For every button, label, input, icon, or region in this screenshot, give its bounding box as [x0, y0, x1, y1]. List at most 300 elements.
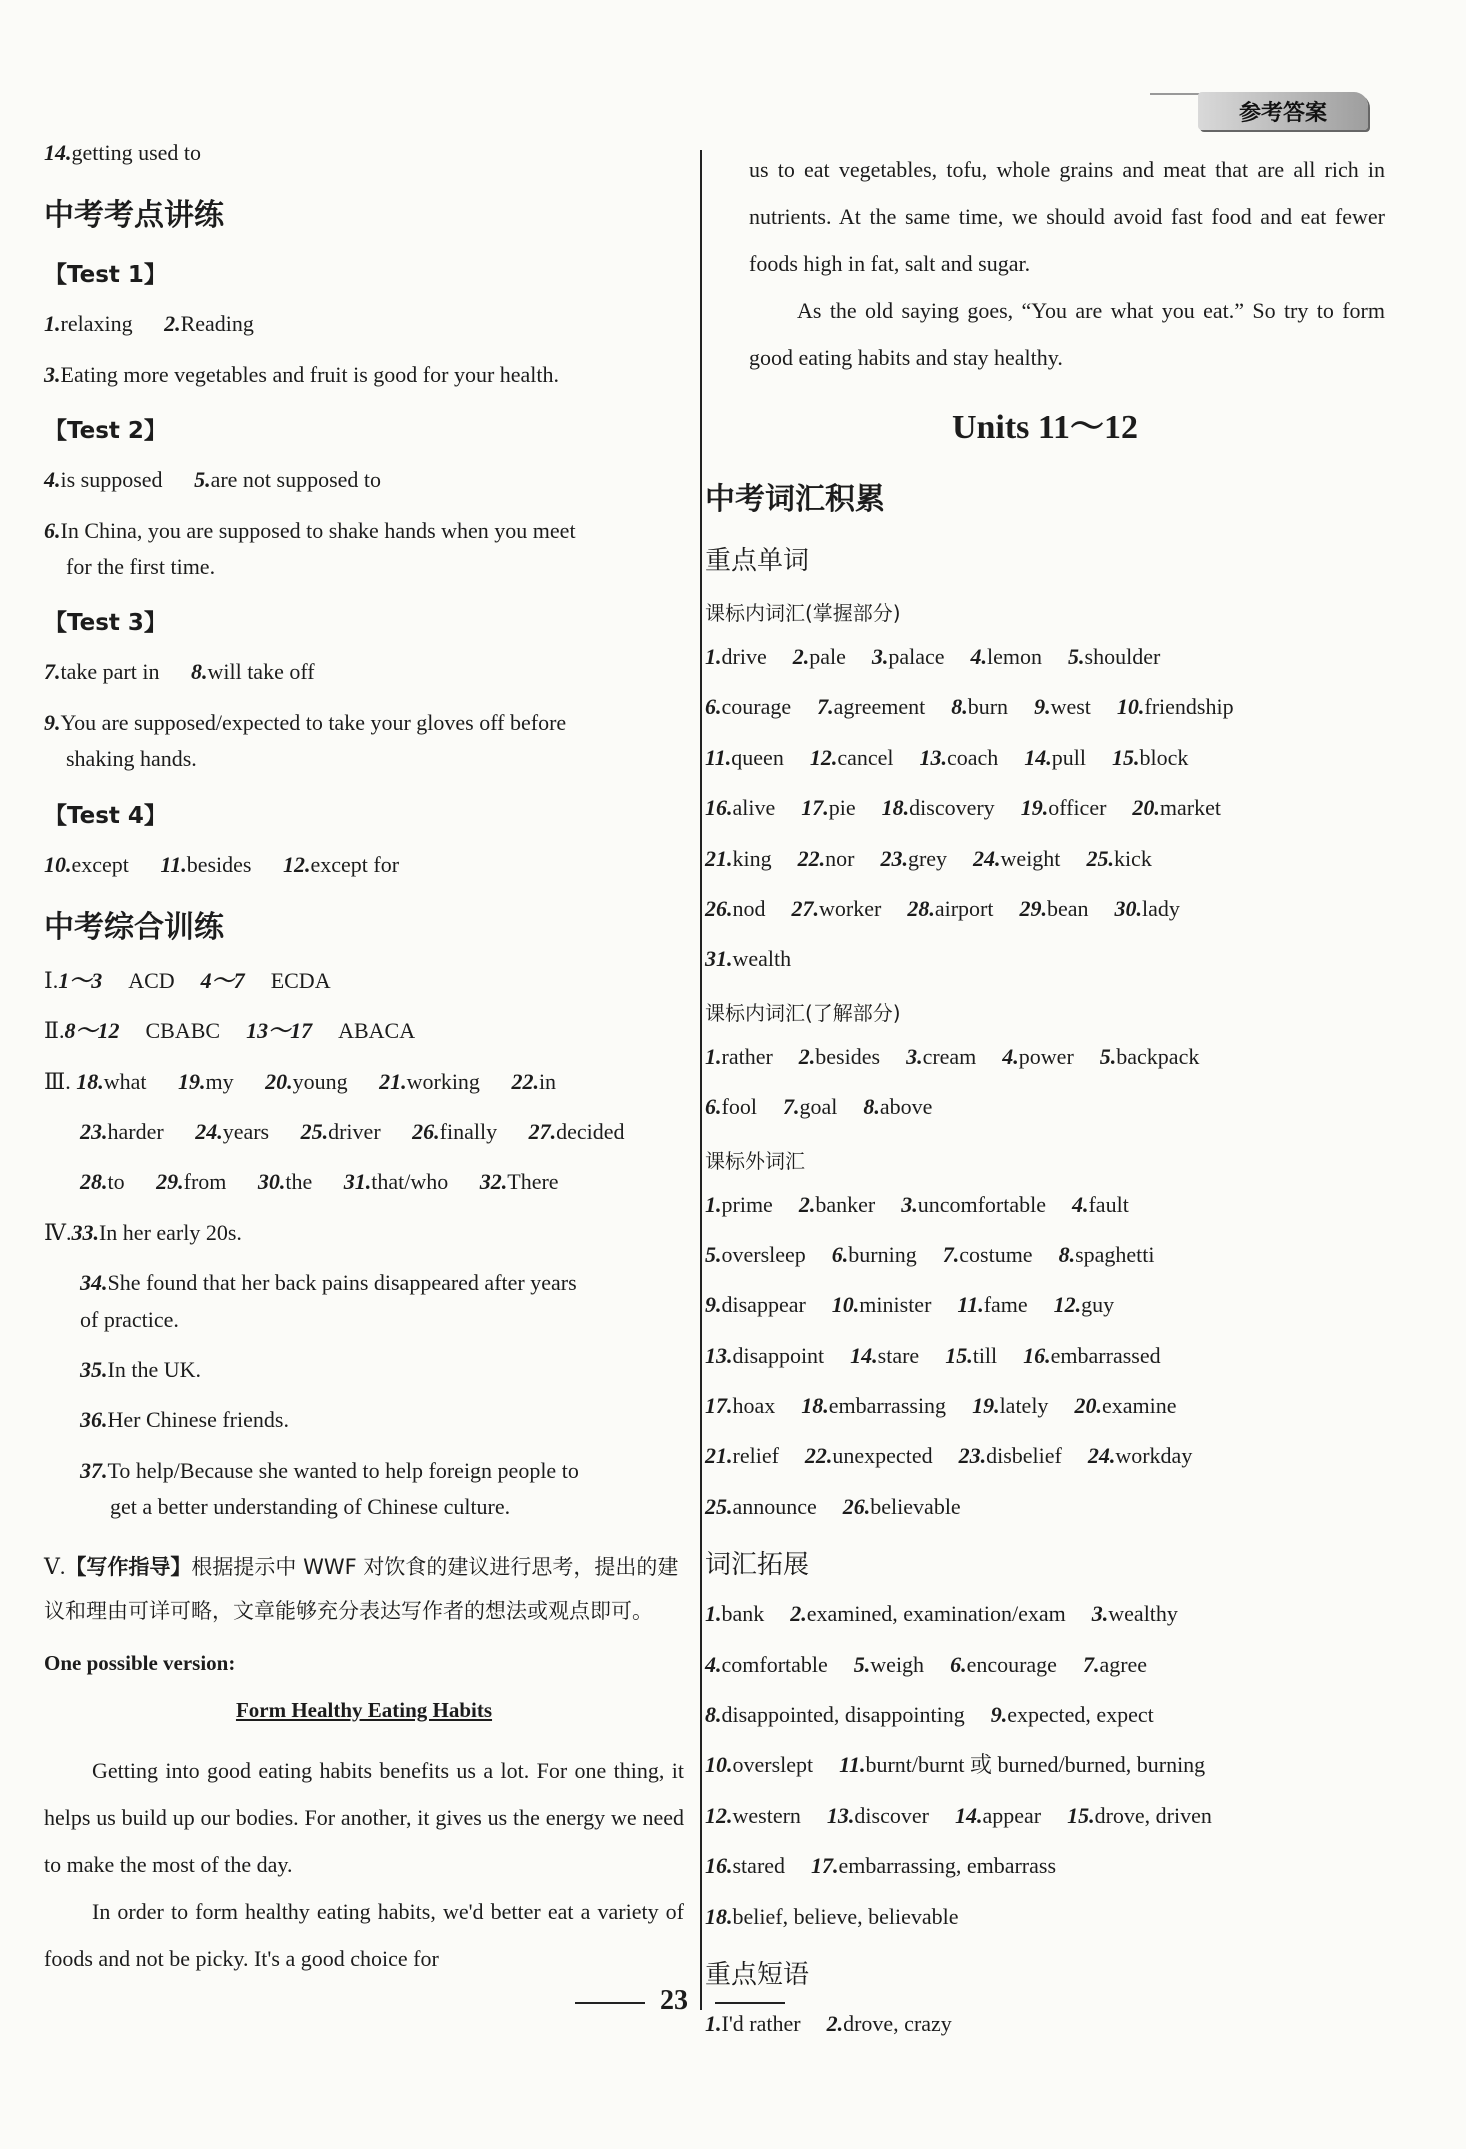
answer-line: for the first time.: [66, 553, 216, 579]
right-column: [705, 146, 1385, 2061]
vocab-item: [798, 846, 855, 871]
vocab-item: [1086, 846, 1151, 871]
vocab-item: [810, 745, 894, 770]
vocab-item: [882, 795, 995, 820]
vocab-text: agreement: [833, 694, 926, 720]
vocab-number: 2.: [790, 1601, 807, 1627]
vocab-item: [705, 1601, 764, 1626]
vocab-row: [705, 694, 1385, 720]
vocab-number: 20.: [1132, 795, 1160, 821]
vocab-number: 28.: [907, 895, 935, 921]
vocab-number: 11.: [839, 1752, 866, 1778]
vocab-item: [991, 1702, 1154, 1727]
vocab-item: [1023, 1343, 1160, 1368]
vocab-text: examined, examination/exam: [806, 1601, 1066, 1627]
vocab-number: 1.: [705, 1601, 722, 1627]
vocab-item: [850, 1343, 919, 1368]
vocab-row: [705, 745, 1385, 771]
vocab-item: [1068, 644, 1160, 669]
vocab-item: [832, 1292, 932, 1317]
vocab-number: 8.: [863, 1094, 880, 1120]
vocab-text: power: [1018, 1043, 1074, 1069]
vocab-row: [705, 1752, 1385, 1778]
vocab-number: 7.: [942, 1241, 960, 1267]
vocab-number: 22.: [804, 1443, 833, 1469]
vocab-text: block: [1139, 744, 1189, 770]
vocab-item: [854, 1652, 924, 1677]
vocab-number: 5.: [1099, 1043, 1117, 1069]
units-title: Units 11～12: [951, 409, 1139, 446]
vocab-number: 4.: [1071, 1191, 1089, 1217]
vocab-item: [906, 1044, 976, 1069]
vocab-text: nor: [825, 845, 855, 871]
vocab-number: 27.: [791, 895, 819, 921]
vocab-number: 30.: [1114, 895, 1142, 921]
vocab-number: 24.: [1087, 1443, 1116, 1469]
vocab-item: [1088, 1443, 1192, 1468]
vocab-item: [705, 644, 767, 669]
vocab-row: [705, 1242, 1385, 1268]
vocab-text: belief, believe, believable: [732, 1903, 959, 1929]
vocab-number: 10.: [831, 1292, 860, 1318]
vocab-item: [907, 896, 993, 921]
answer-line: 3.Eating more vegetables and fruit is good for your health.: [44, 361, 560, 387]
header-badge: 参考答案: [1198, 92, 1368, 130]
page-number-rule: [715, 2002, 785, 2004]
outside-label: 课标外词汇: [705, 1148, 805, 1173]
vocab-item: [972, 1393, 1048, 1418]
vocab-text: nod: [732, 895, 766, 921]
vocab-item: [705, 694, 791, 719]
vocab-item: [1072, 1192, 1129, 1217]
vocab-text: king: [732, 845, 772, 871]
vocab-number: 7.: [782, 1094, 800, 1120]
vocab-text: I'd rather: [721, 2010, 801, 2036]
vocab-number: 20.: [1074, 1393, 1102, 1419]
vocab-text: weight: [1000, 845, 1061, 871]
vocab-number: 5.: [705, 1241, 722, 1267]
answer-line: 1.relaxing 2.Reading: [44, 311, 254, 337]
vocab-row: [705, 1853, 1385, 1879]
answer-line: get a better understanding of Chinese culture.: [110, 1494, 511, 1520]
vocab-text: appear: [982, 1802, 1042, 1828]
vocab-text: alive: [732, 795, 776, 821]
test-label: 【Test 4】: [44, 802, 167, 829]
vocab-text: fault: [1088, 1191, 1129, 1217]
vocab-number: 25.: [705, 1493, 733, 1519]
vocab-number: 5.: [1068, 644, 1085, 669]
answer-line: 14.getting used to: [44, 140, 202, 165]
vocab-number: 23.: [958, 1443, 987, 1469]
vocab-number: 18.: [801, 1393, 829, 1419]
subheading-words: 重点单词: [705, 546, 810, 576]
vocab-number: 2.: [798, 1043, 816, 1069]
vocab-item: [801, 795, 855, 820]
vocab-item: [827, 1803, 929, 1828]
test-label: 【Test 3】: [44, 610, 167, 637]
vocab-number: 18.: [705, 1903, 733, 1929]
vocab-item: [705, 1904, 959, 1929]
vocab-text: uncomfortable: [917, 1191, 1046, 1217]
vocab-item: [1132, 795, 1221, 820]
vocab-number: 1.: [705, 1043, 722, 1069]
vocab-item: [827, 2011, 952, 2036]
vocab-number: 22.: [797, 845, 826, 871]
vocab-text: disappointed, disappointing: [721, 1702, 965, 1728]
answer-line: 9.You are supposed/expected to take your gloves off before: [44, 709, 567, 735]
vocab-text: friendship: [1144, 694, 1234, 720]
vocab-item: [805, 1443, 933, 1468]
vocab-number: 2.: [792, 644, 810, 669]
vocab-number: 15.: [1112, 744, 1140, 770]
writing-guide: Ⅴ.【写作指导】根据提示中 WWF 对饮食的建议进行思考，提出的建议和理由可详可略，文章能够充分表达写作者的想法或观点即可。: [44, 1553, 679, 1623]
test-label: 【Test 2】: [44, 418, 167, 445]
vocab-number: 4.: [1002, 1043, 1019, 1069]
vocab-item: [705, 1192, 773, 1217]
vocab-item: [1083, 1652, 1147, 1677]
mastery-list: [705, 644, 1385, 973]
vocab-item: [1034, 694, 1091, 719]
vocab-row: [705, 1443, 1385, 1469]
vocab-number: 17.: [801, 795, 829, 821]
vocab-text: kick: [1113, 845, 1152, 871]
vocab-number: 15.: [945, 1342, 973, 1368]
vocab-row: [705, 1652, 1385, 1678]
vocab-number: 7.: [817, 694, 834, 720]
vocab-item: [705, 1343, 824, 1368]
vocab-item: [790, 1601, 1066, 1626]
vocab-text: cream: [922, 1043, 977, 1069]
vocab-text: above: [879, 1094, 933, 1120]
vocab-number: 17.: [705, 1393, 733, 1419]
vocab-item: [955, 1803, 1041, 1828]
answer-line: 35.In the UK.: [80, 1357, 201, 1383]
vocab-text: besides: [815, 1043, 881, 1069]
essay-paragraph: In order to form healthy eating habits, we'd better eat a variety of foods and not be picky. It's a good choice for: [44, 1898, 684, 1971]
vocab-text: relief: [732, 1443, 779, 1469]
answer-line: 34.She found that her back pains disappeared after years: [80, 1270, 577, 1296]
vocab-number: 1.: [705, 644, 722, 669]
vocab-number: 18.: [881, 795, 910, 821]
vocab-text: weigh: [870, 1651, 925, 1677]
essay-paragraph: us to eat vegetables, tofu, whole grains and meat that are all rich in nutrients. At the same time, we should avoid fast food and eat fewer foods high in fat, salt and sugar.: [749, 157, 1385, 276]
vocab-text: discover: [854, 1802, 929, 1828]
vocab-item: [817, 694, 925, 719]
vocab-item: [1054, 1292, 1115, 1317]
vocab-number: 10.: [705, 1752, 733, 1778]
vocab-text: palace: [888, 644, 945, 669]
vocab-row: [705, 1343, 1385, 1369]
vocab-number: 12.: [1053, 1292, 1082, 1318]
essay-paragraph: As the old saying goes, “You are what you eat.” So try to form good eating habits and stay healthy.: [749, 298, 1385, 370]
vocab-item: [973, 846, 1060, 871]
vocab-text: announce: [732, 1493, 817, 1519]
answer-line: of practice.: [80, 1306, 179, 1332]
vocab-item: [705, 1393, 775, 1418]
vocab-row: [705, 1601, 1385, 1627]
vocab-number: 26.: [842, 1493, 871, 1519]
vocab-number: 21.: [705, 1443, 733, 1469]
vocab-item: [792, 896, 882, 921]
vocab-item: [705, 795, 775, 820]
section-heading-points: 中考考点讲练: [44, 198, 224, 234]
vocab-number: 1.: [705, 1191, 722, 1217]
vocab-item: [880, 846, 947, 871]
mastery-label: 课标内词汇(掌握部分): [705, 601, 901, 625]
vocab-item: [705, 1044, 773, 1069]
vocab-row: [705, 1292, 1385, 1318]
vocab-text: costume: [959, 1241, 1033, 1267]
vocab-number: 6.: [831, 1241, 849, 1267]
vocab-text: believable: [870, 1493, 961, 1519]
answer-line: 37.To help/Because she wanted to help foreign people to: [80, 1457, 579, 1483]
vocab-item: [799, 1192, 875, 1217]
vocab-item: [793, 644, 846, 669]
answer-line: 4.is supposed 5.are not supposed to: [44, 467, 382, 493]
vocab-item: [957, 1292, 1027, 1317]
vocab-number: 4.: [970, 644, 988, 669]
vocab-text: comfortable: [721, 1651, 828, 1677]
vocab-number: 4.: [705, 1651, 722, 1677]
page-number-rule: [575, 2002, 645, 2004]
vocab-item: [950, 1652, 1057, 1677]
outside-list: [705, 1192, 1385, 1521]
answer-line: Ⅱ.8～12 CBABC 13～17 ABACA: [44, 1018, 416, 1044]
vocab-text: expected, expect: [1007, 1702, 1154, 1728]
vocab-text: drive: [721, 644, 767, 669]
vocab-item: [1002, 1044, 1073, 1069]
vocab-item: [1067, 1803, 1212, 1828]
vocab-number: 17.: [811, 1853, 839, 1879]
vocab-number: 8.: [951, 694, 968, 720]
vocab-number: 3.: [901, 1191, 918, 1217]
section-heading-vocab: 中考词汇积累: [705, 482, 885, 517]
vocab-number: 31.: [705, 946, 733, 972]
phrase-list: [705, 2011, 1385, 2037]
vocab-text: courage: [721, 694, 792, 720]
vocab-number: 14.: [954, 1802, 983, 1828]
vocab-number: 25.: [1086, 845, 1114, 871]
answer-line: Ⅳ.33.In her early 20s.: [44, 1219, 242, 1245]
vocab-item: [799, 1044, 880, 1069]
vocab-number: 12.: [705, 1802, 733, 1828]
vocab-text: shoulder: [1084, 644, 1161, 669]
vocab-number: 10.: [1116, 694, 1145, 720]
vocab-text: worker: [819, 895, 882, 921]
vocab-number: 21.: [705, 845, 733, 871]
vocab-item: [811, 1853, 1056, 1878]
vocab-number: 9.: [705, 1292, 722, 1318]
understand-list: [705, 1044, 1385, 1121]
vocab-number: 13.: [919, 744, 947, 770]
vocab-item: [705, 896, 766, 921]
vocab-number: 16.: [1023, 1342, 1051, 1368]
left-column: [44, 140, 684, 1982]
vocab-number: 6.: [950, 1651, 967, 1677]
vocab-item: [705, 1853, 785, 1878]
vocab-row: [705, 1094, 1385, 1120]
vocab-number: 9.: [1034, 694, 1051, 720]
vocab-number: 16.: [705, 795, 733, 821]
vocab-number: 16.: [705, 1853, 733, 1879]
vocab-number: 6.: [705, 694, 722, 720]
vocab-text: embarrassing, embarrass: [838, 1853, 1057, 1879]
vocab-row: [705, 1803, 1385, 1829]
vocab-text: oversleep: [721, 1241, 806, 1267]
vocab-item: [945, 1343, 997, 1368]
vocab-row: [705, 2011, 1385, 2037]
answer-line: 10.except 11.besides 12.except for: [44, 851, 400, 877]
vocab-text: lately: [999, 1393, 1049, 1419]
section-heading-comprehensive: 中考综合训练: [44, 909, 224, 945]
vocab-number: 14.: [850, 1342, 878, 1368]
vocab-item: [1117, 694, 1234, 719]
vocab-text: stare: [877, 1342, 920, 1368]
vocab-number: 3.: [1091, 1601, 1109, 1627]
vocab-text: backpack: [1116, 1043, 1200, 1069]
vocab-row: [705, 1494, 1385, 1520]
vocab-number: 11.: [705, 744, 732, 770]
vocab-text: prime: [721, 1191, 773, 1217]
vocab-item: [705, 1494, 817, 1519]
vocab-text: disbelief: [986, 1443, 1062, 1469]
vocab-text: goal: [799, 1094, 838, 1120]
vocab-text: queen: [731, 744, 784, 770]
vocab-text: disappoint: [732, 1342, 825, 1368]
vocab-text: pale: [809, 644, 846, 669]
answer-line: Ⅲ. 18.what 19.my 20.young 21.working 22.in: [44, 1068, 557, 1094]
vocab-text: stared: [732, 1853, 786, 1879]
vocab-number: 6.: [705, 1094, 722, 1120]
vocab-item: [943, 1242, 1033, 1267]
vocab-item: [705, 946, 791, 971]
vocab-text: embarrassing: [828, 1393, 947, 1419]
vocab-text: airport: [934, 895, 994, 921]
vocab-item: [705, 1443, 779, 1468]
vocab-text: lemon: [987, 644, 1043, 669]
vocab-number: 14.: [1024, 744, 1052, 770]
vocab-text: wealthy: [1108, 1601, 1178, 1627]
vocab-item: [872, 644, 945, 669]
essay-paragraph: Getting into good eating habits benefits us a lot. For one thing, it helps us build up our bodies. For another, it gives us the energy we need to make the most of the day.: [44, 1757, 684, 1877]
vocab-item: [1059, 1242, 1155, 1267]
vocab-row: [705, 896, 1385, 922]
vocab-text: rather: [721, 1043, 773, 1069]
understand-label: 课标内词汇(了解部分): [705, 1000, 901, 1025]
vocab-text: burning: [848, 1241, 917, 1267]
vocab-item: [920, 745, 999, 770]
vocab-number: 13.: [705, 1342, 733, 1368]
vocab-text: burn: [967, 694, 1009, 720]
vocab-item: [863, 1094, 932, 1119]
vocab-text: coach: [947, 744, 999, 770]
vocab-text: drove, crazy: [843, 2010, 952, 2036]
vocab-number: 29.: [1019, 895, 1047, 921]
vocab-text: spaghetti: [1075, 1241, 1155, 1267]
vocab-item: [832, 1242, 917, 1267]
vocab-text: bank: [721, 1601, 765, 1627]
vocab-text: guy: [1081, 1292, 1115, 1318]
answer-line: 36.Her Chinese friends.: [80, 1407, 289, 1433]
vocab-number: 15.: [1067, 1802, 1095, 1828]
vocab-text: western: [732, 1802, 801, 1828]
vocab-number: 2.: [798, 1191, 816, 1217]
vocab-text: examine: [1101, 1393, 1177, 1419]
vocab-item: [705, 1702, 965, 1727]
vocab-item: [1112, 745, 1188, 770]
vocab-row: [705, 946, 1385, 972]
vocab-text: workday: [1115, 1443, 1193, 1469]
vocab-text: unexpected: [832, 1443, 933, 1469]
answer-line: 23.harder 24.years 25.driver 26.finally 27.decided: [80, 1119, 625, 1145]
vocab-row: [705, 1192, 1385, 1218]
vocab-text: lady: [1142, 895, 1180, 921]
answer-line: 28.to 29.from 30.the 31.that/who 32.There: [80, 1169, 559, 1195]
vocab-row: [705, 1044, 1385, 1070]
vocab-text: burnt/burnt 或 burned/burned, burning: [865, 1752, 1206, 1778]
vocab-item: [705, 1094, 757, 1119]
page-number: 23: [660, 1985, 688, 2016]
vocab-item: [705, 1292, 806, 1317]
possible-version-label: One possible version:: [44, 1650, 236, 1675]
vocab-row: [705, 1702, 1385, 1728]
vocab-number: 19.: [972, 1393, 1000, 1419]
vocab-number: 12.: [809, 744, 838, 770]
vocab-number: 19.: [1020, 795, 1049, 821]
column-divider: [700, 150, 702, 2010]
vocab-item: [1115, 896, 1180, 921]
subheading-phrases: 重点短语: [705, 1959, 810, 1990]
vocab-number: 1.: [705, 2010, 722, 2036]
vocab-text: banker: [815, 1191, 876, 1217]
vocab-text: discovery: [909, 795, 995, 821]
vocab-text: fame: [983, 1292, 1028, 1318]
vocab-text: drove, driven: [1094, 1802, 1212, 1828]
vocab-text: market: [1159, 795, 1222, 821]
vocab-item: [1019, 896, 1088, 921]
essay-title: Form Healthy Eating Habits: [235, 1697, 493, 1722]
vocab-item: [1092, 1601, 1178, 1626]
vocab-text: west: [1050, 694, 1091, 720]
vocab-number: 13.: [826, 1802, 855, 1828]
vocab-number: 24.: [973, 845, 1001, 871]
test-label: 【Test 1】: [44, 262, 167, 289]
vocab-text: wealth: [732, 946, 792, 972]
vocab-item: [1021, 795, 1107, 820]
vocab-number: 8.: [1058, 1241, 1076, 1267]
vocab-item: [705, 2011, 801, 2036]
vocab-item: [705, 1752, 813, 1777]
vocab-text: fool: [721, 1094, 757, 1120]
vocab-item: [843, 1494, 961, 1519]
vocab-row: [705, 795, 1385, 821]
vocab-item: [959, 1443, 1062, 1468]
vocab-number: 9.: [990, 1702, 1008, 1728]
vocab-number: 3.: [871, 644, 889, 669]
vocab-text: minister: [859, 1292, 932, 1318]
vocab-item: [801, 1393, 946, 1418]
vocab-item: [783, 1094, 837, 1119]
vocab-item: [705, 846, 772, 871]
vocab-row: [705, 644, 1385, 670]
vocab-number: 11.: [957, 1292, 984, 1318]
vocab-item: [951, 694, 1008, 719]
vocab-text: grey: [907, 845, 948, 871]
vocab-item: [705, 1242, 806, 1267]
vocab-text: embarrassed: [1050, 1342, 1161, 1368]
vocab-text: till: [972, 1342, 998, 1368]
vocab-item: [1100, 1044, 1200, 1069]
